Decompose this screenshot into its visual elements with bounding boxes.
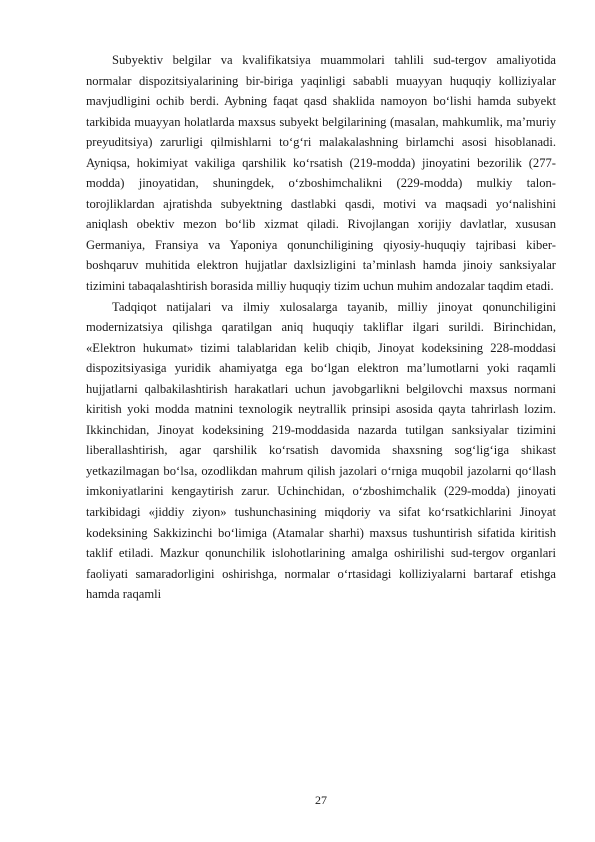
paragraph-1: Subyektiv belgilar va kvalifikatsiya muammolari tahlili sud-tergov amaliyotida normalar dispozitsiyalarining bir-biriga yaqinligi sababli muayyan huquqiy kolliziyalar mavjudligini ochib berdi. Aybning faqat qasd shaklida namoyon bo‘lishi hamda subyekt tarkibida muayyan holatlarda maxsus subyekt belgilarining (masalan, mahkumlik, ma’muriy preyuditsiya) zarurligi qilmishlarni to‘g‘ri malakalashning birlamchi asosi hisoblanadi. Ayniqsa, hokimiyat vakiliga qarshilik ko‘rsatish (219-modda) jinoyatini bezorilik (277-modda) jinoyatidan, shuningdek, o‘zboshimchalikni (229-modda) mulkiy talon-torojliklardan ajratishda subyektning dastlabki qasdi, motivi va maqsadi yo‘nalishini aniqlash obektiv mezon bo‘lib xizmat qiladi. Rivojlangan xorijiy davlatlar, xususan Germaniya, Fransiya va Yaponiya qonunchiligining qiyosiy-huquqiy tajribasi kiber-boshqaruv muhitida elektron hujjatlar daxlsizligini ta’minlash hamda jinoiy sanksiyalar tizimini tabaqalashtirish borasida milliy huquqiy tizim uchun muhim andozalar taqdim etadi. [86, 53, 556, 294]
paragraph-2: Tadqiqot natijalari va ilmiy xulosalarga tayanib, milliy jinoyat qonunchiligini modernizatsiya qilishga qaratilgan aniq huquqiy takliflar ilgari surildi. Birinchidan, «Elektron hukumat» tizimi talablaridan kelib chiqib, Jinoyat kodeksining 228-moddasi dispozitsiyasiga yuridik ahamiyatga ega bo‘lgan elektron ma’lumotlarni yoki raqamli hujjatlarni qalbakilashtirish harakatlari uchun javobgarlikni belgilovchi maxsus normani kiritish yoki modda matnini texnologik neytrallik prinsipi asosida qayta tahrirlash lozim. Ikkinchidan, Jinoyat kodeksining 219-moddasida nazarda tutilgan sanksiyalar tizimini liberallashtirish, agar qarshilik ko‘rsatish davomida shaxsning sog‘lig‘iga shikast yetkazilmagan bo‘lsa, ozodlikdan mahrum qilish jazolari o‘rniga muqobil jazolarni qo‘llash imkoniyatlarini kengaytirish zarur. Uchinchidan, o‘zboshimchalik (229-modda) jinoyati tarkibidagi «jiddiy ziyon» tushunchasining miqdoriy va sifat ko‘rsatkichlarini Jinoyat kodeksining Sakkizinchi bo‘limiga (Atamalar sharhi) maxsus tushuntirish sifatida kiritish taklif etiladi. Mazkur qonunchilik islohotlarining amalga oshirilishi sud-tergov organlari faoliyati samaradorligini oshirishga, normalar o‘rtasidagi kolliziyalarni bartaraf etishga hamda raqamli [86, 299, 556, 602]
body-text [86, 50, 556, 605]
page-number: 27 [315, 793, 327, 807]
